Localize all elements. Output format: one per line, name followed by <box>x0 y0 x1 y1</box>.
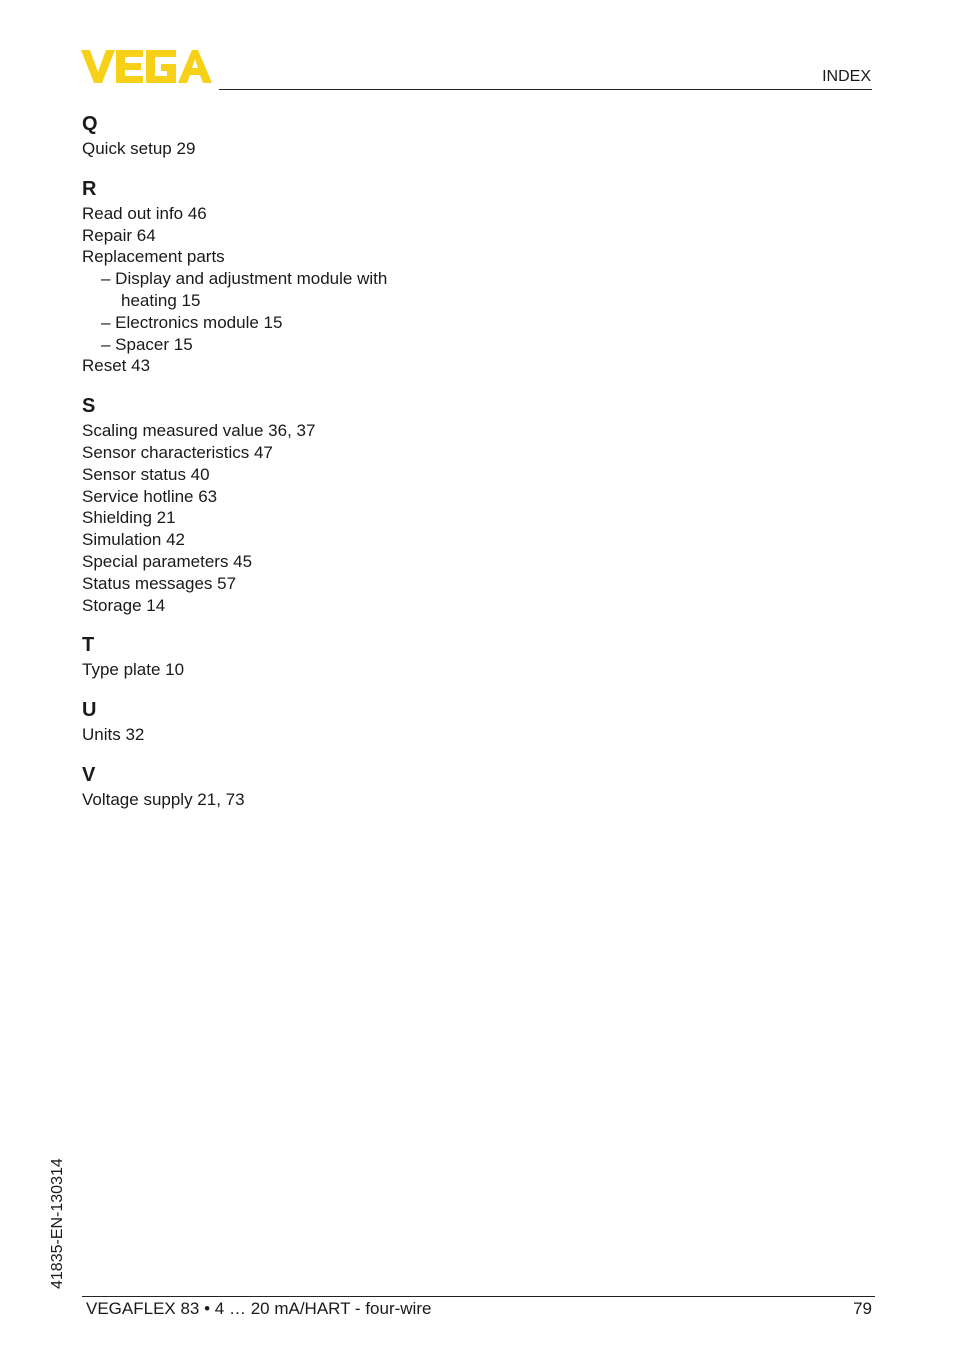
index-entry: Type plate 10 <box>82 660 185 680</box>
index-entry: – Electronics module 15 <box>101 312 283 332</box>
vega-logo <box>81 50 212 83</box>
page-number: 79 <box>853 1299 872 1318</box>
index-section-t <box>82 633 582 681</box>
index-letter: U <box>82 699 97 722</box>
index-entry: Sensor status 40 <box>82 464 210 484</box>
index-section-u <box>82 698 582 746</box>
footer-product: VEGAFLEX 83 • 4 … 20 mA/HART - four-wire <box>86 1299 432 1318</box>
index-section-s <box>82 394 582 616</box>
index-entry: heating 15 <box>121 290 201 310</box>
index-letter: R <box>82 177 97 200</box>
index-list <box>82 112 582 828</box>
index-entry: Replacement parts <box>82 247 225 267</box>
index-entry: Sensor characteristics 47 <box>82 442 273 462</box>
index-entry: Units 32 <box>82 725 145 745</box>
index-letter: S <box>82 395 96 418</box>
index-entry: Special parameters 45 <box>82 551 253 571</box>
index-entry: Repair 64 <box>82 225 156 245</box>
footer-rule <box>82 1296 875 1297</box>
index-letter: T <box>82 634 95 657</box>
index-letter: V <box>82 763 96 786</box>
index-letter: Q <box>82 113 98 135</box>
index-entry: Quick setup 29 <box>82 139 196 158</box>
index-entry: – Spacer 15 <box>101 334 193 354</box>
index-entry: Reset 43 <box>82 356 151 376</box>
index-section-q <box>82 112 582 160</box>
index-entry: Storage 14 <box>82 595 166 615</box>
header-rule <box>219 89 872 90</box>
index-section-v <box>82 763 582 811</box>
index-section-r <box>82 177 582 377</box>
index-entry: Status messages 57 <box>82 573 237 593</box>
index-entry: Voltage supply 21, 73 <box>82 789 245 809</box>
index-entry: Scaling measured value 36, 37 <box>82 421 316 441</box>
document-code: 41835-EN-130314 <box>49 1158 66 1289</box>
index-entry: – Display and adjustment module with <box>101 269 388 289</box>
index-entry: Service hotline 63 <box>82 486 218 506</box>
index-entry: Shielding 21 <box>82 508 176 528</box>
index-entry: Read out info 46 <box>82 203 207 223</box>
index-entry: Simulation 42 <box>82 530 186 550</box>
header-title: INDEX <box>822 68 871 85</box>
